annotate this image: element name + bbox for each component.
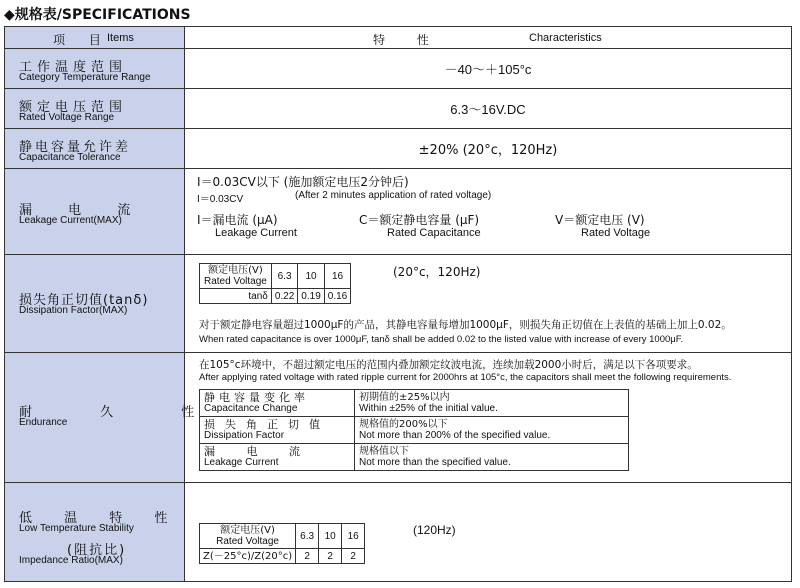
dissipation-table: [199, 263, 351, 304]
label-en-sub: Impedance Ratio(MAX): [19, 555, 123, 566]
req-cn: 初期值的±25%以内: [359, 392, 450, 403]
table-header: [5, 27, 791, 49]
row-endurance: [5, 353, 791, 483]
label-cn: 损失角正切值(tanδ): [19, 293, 149, 308]
row-capacitance-tolerance: [5, 129, 791, 169]
row-label: [5, 49, 185, 88]
definition-v-cn: V＝额定电压 (V): [555, 213, 645, 227]
requirement-item: [200, 390, 355, 417]
label-cn: 工作温度范围: [19, 60, 128, 75]
label-cn: 漏 电 流: [19, 203, 147, 218]
endurance-requirements-table: [199, 389, 629, 471]
requirement-value: [355, 444, 629, 471]
item-en: Dissipation Factor: [204, 430, 285, 441]
page-title: ◆规格表/SPECIFICATIONS: [4, 7, 191, 23]
tan-delta-cell: 0.19: [298, 289, 324, 304]
voltage-header-cell: [200, 524, 296, 549]
req-cn: 规格值的200%以下: [359, 419, 448, 430]
label-en: Leakage Current(MAX): [19, 215, 122, 226]
item-cn: 损失角正切值: [204, 418, 330, 431]
definition-i-en: Leakage Current: [215, 227, 297, 239]
definition-c-en: Rated Capacitance: [387, 227, 481, 239]
tan-delta-cell: 0.16: [324, 289, 350, 304]
characteristics-header-cell: [185, 27, 791, 48]
row-rated-voltage-range: [5, 89, 791, 129]
low-temperature-condition: (120Hz): [413, 523, 456, 537]
requirement-item: [200, 444, 355, 471]
voltage-cell: 16: [324, 264, 350, 289]
voltage-header-cn: 额定电压(V): [208, 265, 263, 276]
items-header-cn: 项 目: [53, 33, 111, 47]
item-en: Capacitance Change: [204, 403, 298, 414]
definition-i-cn: I＝漏电流 (μA): [197, 213, 278, 227]
requirement-item: [200, 417, 355, 444]
label-cn-sub: (阻抗比): [67, 543, 127, 558]
label-en: Endurance: [19, 417, 68, 428]
dissipation-condition: (20°c，120Hz): [393, 265, 481, 279]
leakage-formula-cn: I＝0.03CV以下 (施加额定电压2分钟后): [197, 175, 409, 189]
impedance-ratio-label: Z(－25°c)/Z(20°c): [200, 549, 296, 564]
label-en: Category Temperature Range: [19, 72, 151, 83]
definition-c-cn: C＝额定静电容量 (μF): [359, 213, 480, 227]
leakage-current-value: [185, 169, 791, 254]
voltage-cell: 10: [319, 524, 342, 549]
capacitance-tolerance-value: ±20% (20°c，120Hz): [418, 143, 558, 158]
specifications-table: [4, 26, 792, 582]
items-header-cell: [5, 27, 185, 48]
label-cn: 额定电压范围: [19, 100, 128, 115]
characteristics-header-cn: 特 性: [373, 33, 443, 47]
req-en: Not more than 200% of the specified value.: [359, 430, 551, 441]
requirement-value: [355, 390, 629, 417]
voltage-header-cell: [200, 264, 272, 289]
label-en: Dissipation Factor(MAX): [19, 305, 128, 316]
tan-delta-cell: 0.22: [271, 289, 297, 304]
row-leakage-current: [5, 169, 791, 255]
table-row: [200, 390, 629, 417]
label-cn: 静电容量允许差: [19, 140, 132, 155]
requirement-value: [355, 417, 629, 444]
voltage-cell: 10: [298, 264, 324, 289]
temperature-range-value: －40～＋105°c: [444, 62, 532, 77]
characteristics-header-en: Characteristics: [529, 32, 602, 44]
endurance-intro-cn: 在105°c环境中，不超过额定电压的范围内叠加额定纹波电流，连续加载2000小时后，满足以下各项要求。: [199, 359, 698, 371]
dissipation-note-cn: 对于额定静电容量超过1000μF的产品，其静电容量每增加1000μF，则损失角正切值在上表值的基础上加上0.02。: [199, 319, 732, 331]
dissipation-note-en: When rated capacitance is over 1000μF, tanδ shall be added 0.02 to the listed value with increase of every 1000μF.: [199, 334, 684, 345]
voltage-header-en: Rated Voltage: [216, 536, 279, 547]
row-label: [5, 129, 185, 168]
definition-v-en: Rated Voltage: [581, 227, 651, 239]
items-header-en: Items: [107, 32, 134, 44]
voltage-header-en: Rated Voltage: [204, 276, 267, 287]
table-row: [200, 444, 629, 471]
item-cn: 静电容量变化率: [204, 391, 309, 404]
req-cn: 规格值以下: [359, 446, 409, 457]
row-label: [5, 353, 227, 482]
label-cn: 耐 久 性: [19, 405, 227, 420]
leakage-formula-en: I＝0.03CV: [197, 194, 244, 205]
row-temperature-range: [5, 49, 791, 89]
voltage-cell: 6.3: [296, 524, 319, 549]
dissipation-factor-value: [185, 255, 791, 352]
req-en: Within ±25% of the initial value.: [359, 403, 498, 414]
row-low-temperature-stability: [5, 483, 791, 581]
voltage-header-cn: 额定电压(V): [220, 525, 275, 536]
low-temperature-value: [185, 483, 791, 581]
voltage-cell: 6.3: [271, 264, 297, 289]
label-en: Low Temperature Stability: [19, 523, 134, 534]
impedance-ratio-cell: 2: [296, 549, 319, 564]
endurance-value: [185, 353, 791, 482]
row-label: [5, 483, 185, 581]
req-en: Not more than the specified value.: [359, 457, 511, 468]
row-label: [5, 255, 185, 352]
rated-voltage-range-value: 6.3～16V.DC: [450, 102, 526, 117]
table-row: [200, 417, 629, 444]
label-cn: 低 温 特 性: [19, 511, 182, 526]
row-label: [5, 89, 185, 128]
voltage-cell: 16: [342, 524, 365, 549]
impedance-ratio-table: [199, 523, 365, 564]
label-en: Rated Voltage Range: [19, 112, 115, 123]
endurance-intro-en: After applying rated voltage with rated ripple current for 2000hrs at 105°c, the capacitors shall meet the following requirements.: [199, 372, 732, 383]
item-en: Leakage Current: [204, 457, 279, 468]
row-dissipation-factor: [5, 255, 791, 353]
row-label: [5, 169, 185, 254]
impedance-ratio-cell: 2: [319, 549, 342, 564]
leakage-formula-note: (After 2 minutes application of rated voltage): [295, 190, 492, 201]
label-en: Capacitance Tolerance: [19, 152, 121, 163]
item-cn: 漏 电 流: [204, 445, 314, 458]
impedance-ratio-cell: 2: [342, 549, 365, 564]
tan-delta-label: tanδ: [200, 289, 272, 304]
